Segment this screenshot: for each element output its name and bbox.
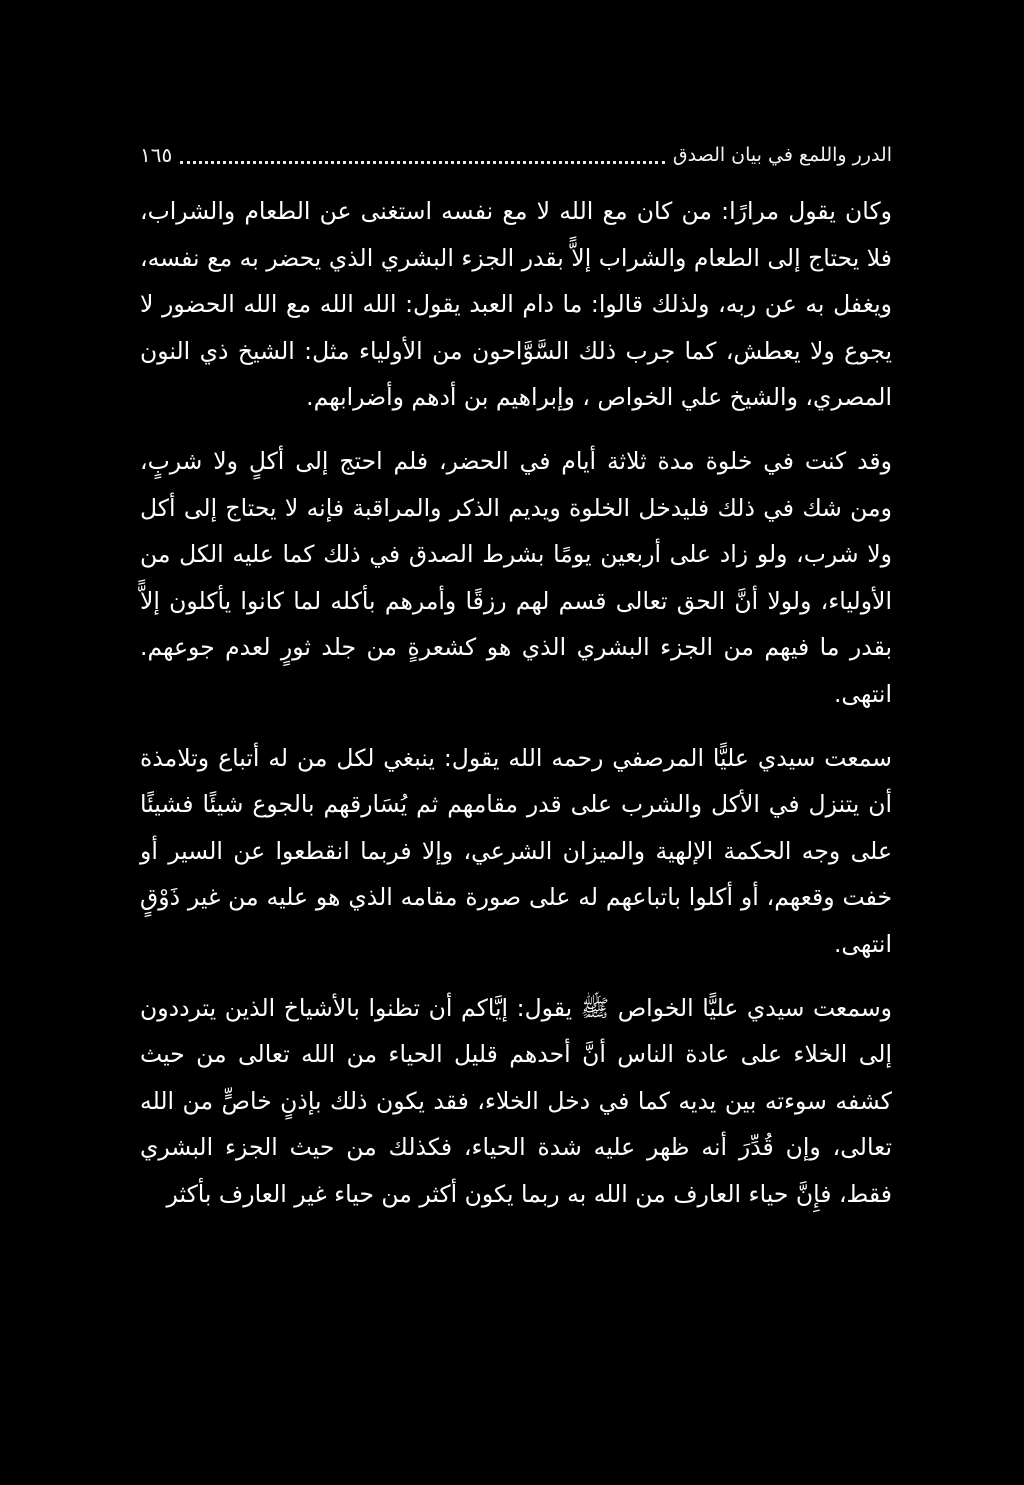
running-title: الدرر واللمع في بيان الصدق	[672, 144, 892, 166]
paragraph-2: وقد كنت في خلوة مدة ثلاثة أيام في الحضر، فلم احتج إلى أكلٍ ولا شربٍ، ومن شك في ذلك فليدخل الخلوة ويديم الذكر والمراقبة فإنه لا يحتاج إلى أكل ولا شرب، ولو زاد على أربعين يومًا بشرط الصدق في ذلك كما عليه الكل من الأولياء، ولولا أنَّ الحق تعالى قسم لهم رزقًا وأمرهم بأكله لما كانوا يأكلون إلاًّ بقدر ما فيهم من الجزء البشري الذي هو كشعرةٍ من جلد ثورٍ لعدم جوعهم. انتهى.	[140, 446, 892, 708]
paragraph-1: وكان يقول مرارًا: من كان مع الله لا مع نفسه استغنى عن الطعام والشراب، فلا يحتاج إلى الطعام والشراب إلاًّ بقدر الجزء البشري الذي يحضر به مع نفسه، ويغفل به عن ربه، ولذلك قالوا: ما دام العبد يقول: الله الله مع الله الحضور لا يجوع ولا يعطش، كما جرب ذلك السَّوَّاحون من الأولياء مثل: الشيخ ذي النون المصري، والشيخ علي الخواص ، وإبراهيم بن أدهم وأضرابهم.	[140, 197, 892, 412]
paragraph-4: وسمعت سيدي عليًّا الخواص ﷺ يقول: إيَّاكم أن تظنوا بالأشياخ الذين يترددون إلى الخلاء على عادة الناس أنَّ أحدهم قليل الحياء من الله تعالى من حيث كشفه سوءته بين يديه كما في دخل الخلاء، فقد يكون ذلك بإذنٍ خاصٍّ من الله تعالى، وإن قُدِّرَ أنه ظهر عليه شدة الحياء، فكذلك من حيث الجزء البشري فقط، فإِنَّ حياء العارف من الله به ربما يكون أكثر من حياء غير العارف بأكثر	[140, 993, 892, 1208]
paragraph-3: سمعت سيدي عليًّا المرصفي رحمه الله يقول: ينبغي لكل من له أتباع وتلامذة أن يتنزل في الأكل والشرب على قدر مقامهم ثم يُسَارقهم بالجوع شيئًا فشيئًا على وجه الحكمة الإلهية والميزان الشرعي، وإلا فربما انقطعوا عن السير أو خفت وقعهم، أو أكلوا باتباعهم له على صورة مقامه الذي هو عليه من غير ذَوْقٍ انتهى.	[140, 743, 892, 958]
page-number: ١٦٥	[140, 143, 173, 167]
dot-leader	[180, 158, 665, 164]
page-body	[140, 188, 892, 1217]
running-header	[140, 140, 892, 170]
